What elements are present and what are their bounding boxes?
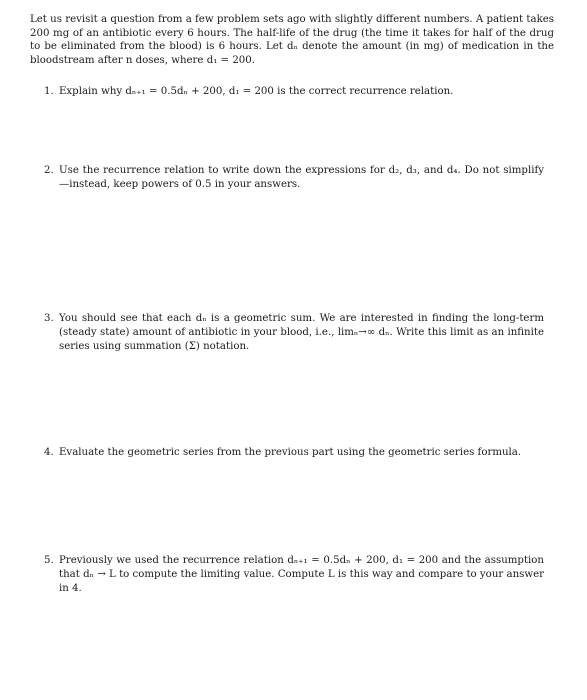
question-1-text: Explain why dₙ₊₁ = 0.5dₙ + 200, d₁ = 200 is the correct recurrence relation.	[59, 86, 454, 97]
question-2-number: 2.	[44, 165, 54, 176]
question-2-text: Use the recurrence relation to write down the expressions for d₂, d₃, and d₄. Do not simplify—instead, keep powers of 0.5 in your answers.	[59, 165, 544, 190]
question-3-number: 3.	[44, 313, 54, 324]
question-5-number: 5.	[44, 555, 54, 566]
question-1-number: 1.	[44, 86, 54, 97]
question-4	[44, 446, 544, 460]
question-4-text: Evaluate the geometric series from the previous part using the geometric series formula.	[59, 447, 522, 458]
question-3	[44, 312, 544, 354]
question-4-number: 4.	[44, 447, 54, 458]
question-5-text: Previously we used the recurrence relation dₙ₊₁ = 0.5dₙ + 200, d₁ = 200 and the assumption that dₙ → L to compute the limiting value. Compute L is this way and compare to your answer in 4.	[59, 555, 544, 594]
question-1	[44, 85, 544, 99]
intro-paragraph: Let us revisit a question from a few problem sets ago with slightly different numbers. A patient takes 200 mg of an antibiotic every 6 hours. The half-life of the drug (the time it takes for half of the drug to be eliminated from the blood) is 6 hours. Let dₙ denote the amount (in mg) of medication in the bloodstream after n doses, where d₁ = 200.	[30, 14, 554, 66]
question-3-text: You should see that each dₙ is a geometric sum. We are interested in finding the long-term (steady state) amount of antibiotic in your blood, i.e., limₙ→∞ dₙ. Write this limit as an infinite series using summation (Σ) notation.	[59, 313, 544, 352]
question-5	[44, 554, 544, 596]
question-2	[44, 164, 544, 192]
